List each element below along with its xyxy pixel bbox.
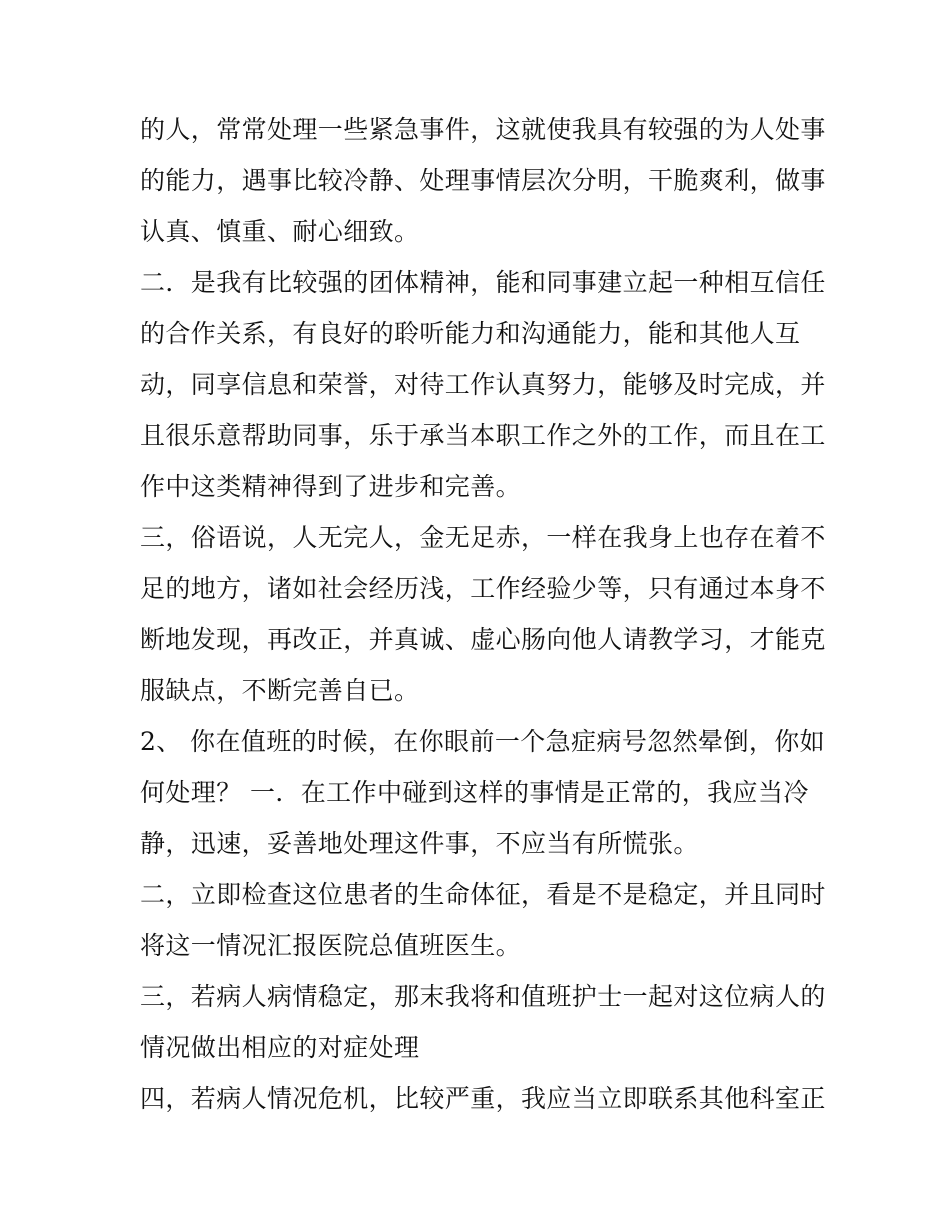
text-line: 将这一情况汇报医院总值班医生。 — [140, 931, 522, 960]
text-line: 服缺点，不断完善自已。 — [140, 676, 420, 705]
text-line: 的能力，遇事比较冷静、处理事情层次分明，干脆爽利，做事 — [140, 166, 826, 195]
text-line: 何处理？ 一．在工作中碰到这样的事情是正常的，我应当冷 — [140, 778, 809, 807]
text-line: 二．是我有比较强的团体精神，能和同事建立起一种相互信任 — [140, 268, 826, 297]
text-line: 三，若病人病情稳定，那末我将和值班护士一起对这位病人的 — [140, 982, 826, 1011]
text-line: 情况做出相应的对症处理 — [140, 1033, 420, 1062]
text-line: 2、 你在值班的时候，在你眼前一个急症病号忽然晕倒，你如 — [140, 727, 826, 756]
text-line: 三，俗语说，人无完人，金无足赤，一样在我身上也存在着不 — [140, 523, 826, 552]
text-line: 认真、慎重、耐心细致。 — [140, 217, 420, 246]
text-line: 作中这类精神得到了进步和完善。 — [140, 472, 522, 501]
text-line: 的合作关系，有良好的聆听能力和沟通能力，能和其他人互 — [140, 319, 801, 348]
body-text — [140, 108, 826, 1128]
text-line: 动，同享信息和荣誉，对待工作认真努力，能够及时完成，并 — [140, 370, 826, 399]
text-line: 断地发现，再改正，并真诚、虚心肠向他人请教学习，才能克 — [140, 625, 826, 654]
text-line: 二，立即检查这位患者的生命体征，看是不是稳定，并且同时 — [140, 880, 826, 909]
text-line: 的人，常常处理一些紧急事件，这就使我具有较强的为人处事 — [140, 115, 826, 144]
text-line: 且很乐意帮助同事，乐于承当本职工作之外的工作，而且在工 — [140, 421, 826, 450]
text-line: 静，迅速，妥善地处理这件事，不应当有所慌张。 — [140, 829, 699, 858]
text-line: 四，若病人情况危机，比较严重，我应当立即联系其他科室正 — [140, 1084, 826, 1113]
text-line: 足的地方，诸如社会经历浅，工作经验少等，只有通过本身不 — [140, 574, 826, 603]
